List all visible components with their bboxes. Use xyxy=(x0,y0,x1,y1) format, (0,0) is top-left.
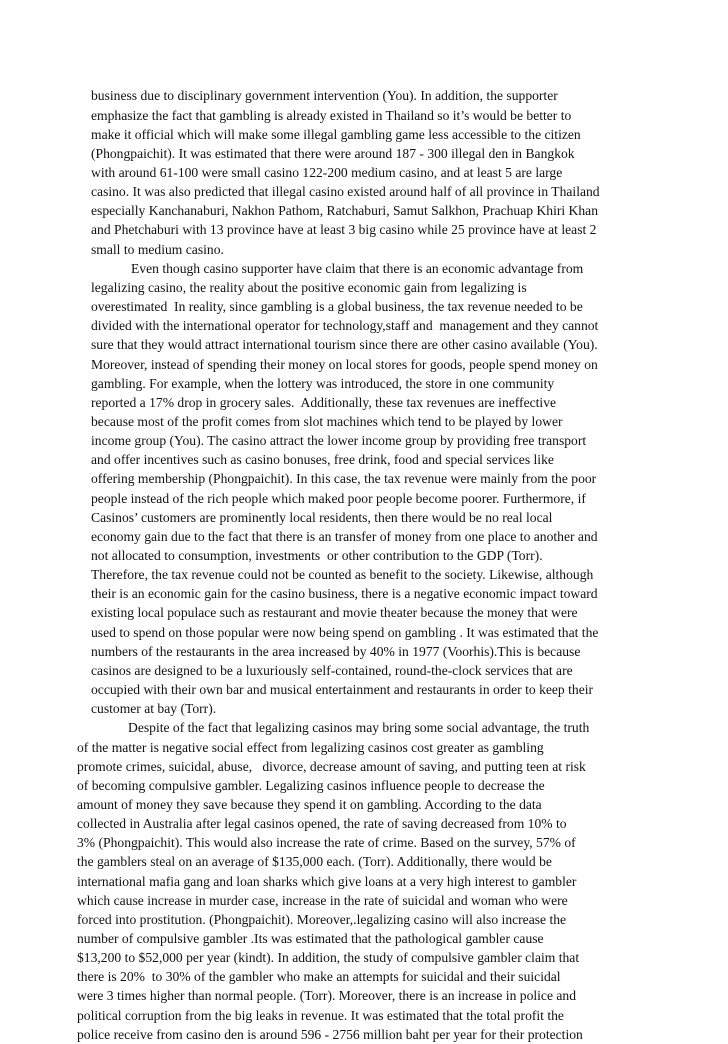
text-line: and offer incentives such as casino bonuses, free drink, food and special services like xyxy=(91,452,554,468)
text-line: forced into prostitution. (Phongpaichit). Moreover,.legalizing casino will also increase the xyxy=(77,911,567,927)
text-line: international mafia gang and loan sharks which give loans at a very high interest to gambler xyxy=(77,873,577,889)
text-line: political corruption from the big leaks in revenue. It was estimated that the total profit the xyxy=(77,1007,564,1023)
text-line: the gamblers steal on an average of $135,000 each. (Torr). Additionally, there would be xyxy=(77,854,552,870)
text-line: Casinos’ customers are prominently local residents, then there would be no real local xyxy=(91,509,553,525)
text-line: their is an economic gain for the casino business, there is a negative economic impact toward xyxy=(91,586,598,602)
text-line: economy gain due to the fact that there is an transfer of money from one place to another and xyxy=(91,528,598,544)
text-line: casino. It was also predicted that illegal casino existed around half of all province in Thailand xyxy=(91,184,600,200)
text-line: because most of the profit comes from slot machines which tend to be played by lower xyxy=(91,413,563,429)
text-line: customer at bay (Torr). xyxy=(91,701,217,717)
text-line: existing local populace such as restaurant and movie theater because the money that were xyxy=(91,605,578,621)
text-line: $13,200 to $52,000 per year (kindt). In addition, the study of compulsive gambler claim that xyxy=(77,950,580,966)
text-line: reported a 17% drop in grocery sales. Additionally, these tax revenues are ineffective xyxy=(91,394,557,410)
text-line: gambling. For example, when the lottery was introduced, the store in one community xyxy=(91,375,555,391)
text-line: number of compulsive gambler .Its was estimated that the pathological gambler cause xyxy=(77,931,544,946)
text-line: which cause increase in murder case, increase in the rate of suicidal and woman who were xyxy=(77,892,568,908)
text-line: income group (You). The casino attract the lower income group by providing free transport xyxy=(91,433,587,449)
text-line: Moreover, instead of spending their money on local stores for goods, people spend money on xyxy=(91,356,598,372)
text-line: occupied with their own bar and musical entertainment and restaurants in order to keep their xyxy=(91,682,594,698)
text-line: Therefore, the tax revenue could not be counted as benefit to the society. Likewise, although xyxy=(91,567,594,583)
text-line: promote crimes, suicidal, abuse, divorce, decrease amount of saving, and putting teen at risk xyxy=(77,758,586,774)
text-line: Even though casino supporter have claim that there is an economic advantage from xyxy=(131,260,584,276)
text-line: divided with the international operator for technology,staff and management and they cannot xyxy=(91,318,599,334)
text-line: police receive from casino den is around 596 - 2756 million baht per year for their protection xyxy=(77,1026,583,1042)
text-line: casinos are designed to be a luxuriously self-contained, round-the-clock services that are xyxy=(91,662,573,678)
text-line: emphasize the fact that gambling is already existed in Thailand so it’s would be better to xyxy=(91,107,572,123)
text-line: there is 20% to 30% of the gambler who make an attempts for suicidal and their suicidal xyxy=(77,969,561,985)
text-line: offering membership (Phongpaichit). In this case, the tax revenue were mainly from the poor xyxy=(91,471,597,487)
text-line: small to medium casino. xyxy=(91,241,224,257)
text-line: numbers of the restaurants in the area increased by 40% in 1977 (Voorhis).This is because xyxy=(91,643,581,659)
text-line: make it official which will make some illegal gambling game less accessible to the citizen xyxy=(91,126,581,142)
text-line: used to spend on those popular were now being spend on gambling . It was estimated that the xyxy=(91,624,599,640)
text-line: 3% (Phongpaichit). This would also increase the rate of crime. Based on the survey, 57% of xyxy=(77,835,576,851)
text-line: legalizing casino, the reality about the positive economic gain from legalizing is xyxy=(91,279,527,295)
text-line: of the matter is negative social effect from legalizing casinos cost greater as gambling xyxy=(77,739,544,755)
text-line: Despite of the fact that legalizing casinos may bring some social advantage, the truth xyxy=(128,720,590,736)
text-line: sure that they would attract international tourism since there are other casino available (You). xyxy=(91,337,598,353)
text-line: (Phongpaichit). It was estimated that there were around 187 - 300 illegal den in Bangkok xyxy=(91,145,575,161)
text-line: amount of money they save because they spend it on gambling. According to the data xyxy=(77,796,542,812)
text-line: business due to disciplinary government intervention (You). In addition, the supporter xyxy=(91,88,558,104)
text-line: and Phetchaburi with 13 province have at least 3 big casino while 25 province have at least 2 xyxy=(91,222,597,238)
text-line: not allocated to consumption, investments or other contribution to the GDP (Torr). xyxy=(91,548,543,563)
text-line: overestimated In reality, since gambling is a global business, the tax revenue needed to be xyxy=(91,299,583,315)
text-line: were 3 times higher than normal people. (Torr). Moreover, there is an increase in police and xyxy=(77,988,577,1004)
text-line: people instead of the rich people which maked poor people become poorer. Furthermore, if xyxy=(91,490,586,506)
text-line: with around 61-100 were small casino 122-200 medium casino, and at least 5 are large xyxy=(91,165,563,180)
text-line: especially Kanchanaburi, Nakhon Pathom, Ratchaburi, Samut Salkhon, Prachuap Khiri Khan xyxy=(91,203,598,219)
text-line: of becoming compulsive gambler. Legalizing casinos influence people to decrease the xyxy=(77,777,545,793)
text-line: collected in Australia after legal casinos opened, the rate of saving decreased from 10% to xyxy=(77,816,567,832)
